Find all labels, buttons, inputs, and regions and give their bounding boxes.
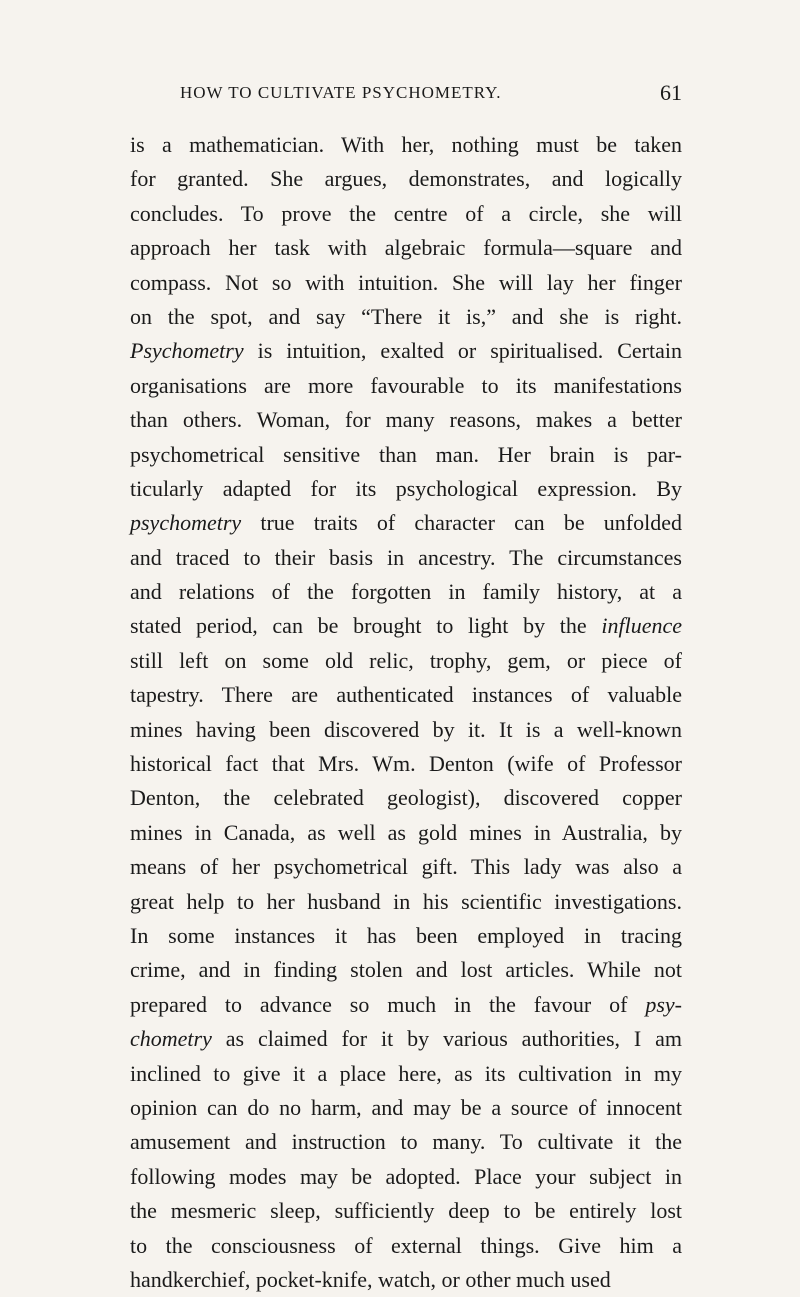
text-segment: is a mathematician. With her, nothing must be taken <box>130 132 682 157</box>
text-line <box>130 438 682 472</box>
text-segment: still left on some old relic, trophy, gem, or piece of <box>130 647 682 673</box>
text-line <box>130 1057 682 1091</box>
text-segment: psychometrical sensitive than man. Her brain is par- <box>130 441 682 467</box>
text-segment: ticularly adapted for its psychological expression. By <box>130 475 682 501</box>
text-line <box>130 713 682 747</box>
text-segment: prepared to advance so much in the favour of <box>130 991 646 1017</box>
text-line <box>130 747 682 781</box>
text-line <box>130 162 682 196</box>
text-segment: true traits of character can be unfolded <box>241 510 682 536</box>
text-line <box>130 919 682 953</box>
text-line <box>130 1229 682 1263</box>
text-segment: inclined to give it a place here, as its cultivation in my <box>130 1060 682 1086</box>
text-segment: historical fact that Mrs. Wm. Denton (wife of Professor <box>130 751 682 777</box>
page-number: 61 <box>660 80 682 105</box>
text-segment: mines in Canada, as well as gold mines in Australia, by <box>130 819 682 845</box>
text-line <box>130 1160 682 1194</box>
text-line <box>130 988 682 1022</box>
text-segment: great help to her husband in his scientific investigations. <box>130 888 682 914</box>
running-title: HOW TO CULTIVATE PSYCHOMETRY. <box>180 83 502 102</box>
text-line <box>130 644 682 678</box>
text-segment: and traced to their basis in ancestry. The circumstances <box>130 544 682 570</box>
italic-term: psychometry <box>130 510 242 536</box>
text-line <box>130 506 682 540</box>
text-line <box>130 1091 682 1125</box>
text-line <box>130 128 682 162</box>
text-line <box>130 1022 682 1056</box>
text-segment: In some instances it has been employed in tracing <box>130 922 682 948</box>
text-segment: for granted. She argues, demonstrates, and logically <box>130 166 682 192</box>
text-segment: the mesmeric sleep, sufficiently deep to be entirely lost <box>130 1198 682 1224</box>
text-segment: concludes. To prove the centre of a circle, she will <box>130 200 682 226</box>
text-segment: opinion can do no harm, and may be a source of innocent <box>130 1094 682 1120</box>
text-line <box>130 609 682 643</box>
text-line <box>130 575 682 609</box>
text-line <box>130 197 682 231</box>
text-line <box>130 1263 682 1297</box>
text-line <box>130 885 682 919</box>
running-head <box>130 80 682 111</box>
text-segment: Denton, the celebrated geologist), discovered copper <box>130 785 682 811</box>
text-segment: stated period, can be brought to light by the <box>130 613 602 639</box>
text-segment: handkerchief, pocket-knife, watch, or other much used <box>130 1266 611 1292</box>
text-segment: mines having been discovered by it. It is a well-known <box>130 716 682 742</box>
italic-term: influence <box>601 613 682 639</box>
text-line <box>130 231 682 265</box>
text-segment: following modes may be adopted. Place your subject in <box>130 1163 682 1189</box>
text-line <box>130 541 682 575</box>
text-line <box>130 300 682 334</box>
text-line <box>130 334 682 368</box>
text-line <box>130 678 682 712</box>
text-segment: approach her task with algebraic formula—square and <box>130 235 682 261</box>
text-line <box>130 472 682 506</box>
text-line <box>130 369 682 403</box>
text-segment: than others. Woman, for many reasons, makes a better <box>130 407 682 433</box>
text-line <box>130 403 682 437</box>
italic-term: psy- <box>645 991 682 1017</box>
text-segment: is intuition, exalted or spiritualised. Certain <box>243 338 682 364</box>
text-segment: as claimed for it by various authorities, I am <box>211 1026 682 1052</box>
text-segment: compass. Not so with intuition. She will lay her finger <box>130 269 682 295</box>
body-text <box>130 128 682 1297</box>
text-line <box>130 266 682 300</box>
italic-term: Psychometry <box>130 338 244 364</box>
italic-term: chometry <box>130 1026 212 1052</box>
text-line <box>130 1125 682 1159</box>
text-line <box>130 781 682 815</box>
text-segment: organisations are more favourable to its manifestations <box>130 372 682 398</box>
text-segment: on the spot, and say “There it is,” and she is right. <box>130 303 682 329</box>
text-line <box>130 1194 682 1228</box>
text-line <box>130 850 682 884</box>
text-segment: crime, and in finding stolen and lost articles. While not <box>130 957 682 983</box>
text-line <box>130 816 682 850</box>
text-segment: amusement and instruction to many. To cultivate it the <box>130 1129 682 1155</box>
text-segment: to the consciousness of external things. Give him a <box>130 1232 682 1258</box>
text-segment: means of her psychometrical gift. This lady was also a <box>130 854 682 880</box>
text-segment: and relations of the forgotten in family history, at a <box>130 579 682 605</box>
text-line <box>130 953 682 987</box>
text-segment: tapestry. There are authenticated instances of valuable <box>130 682 682 708</box>
